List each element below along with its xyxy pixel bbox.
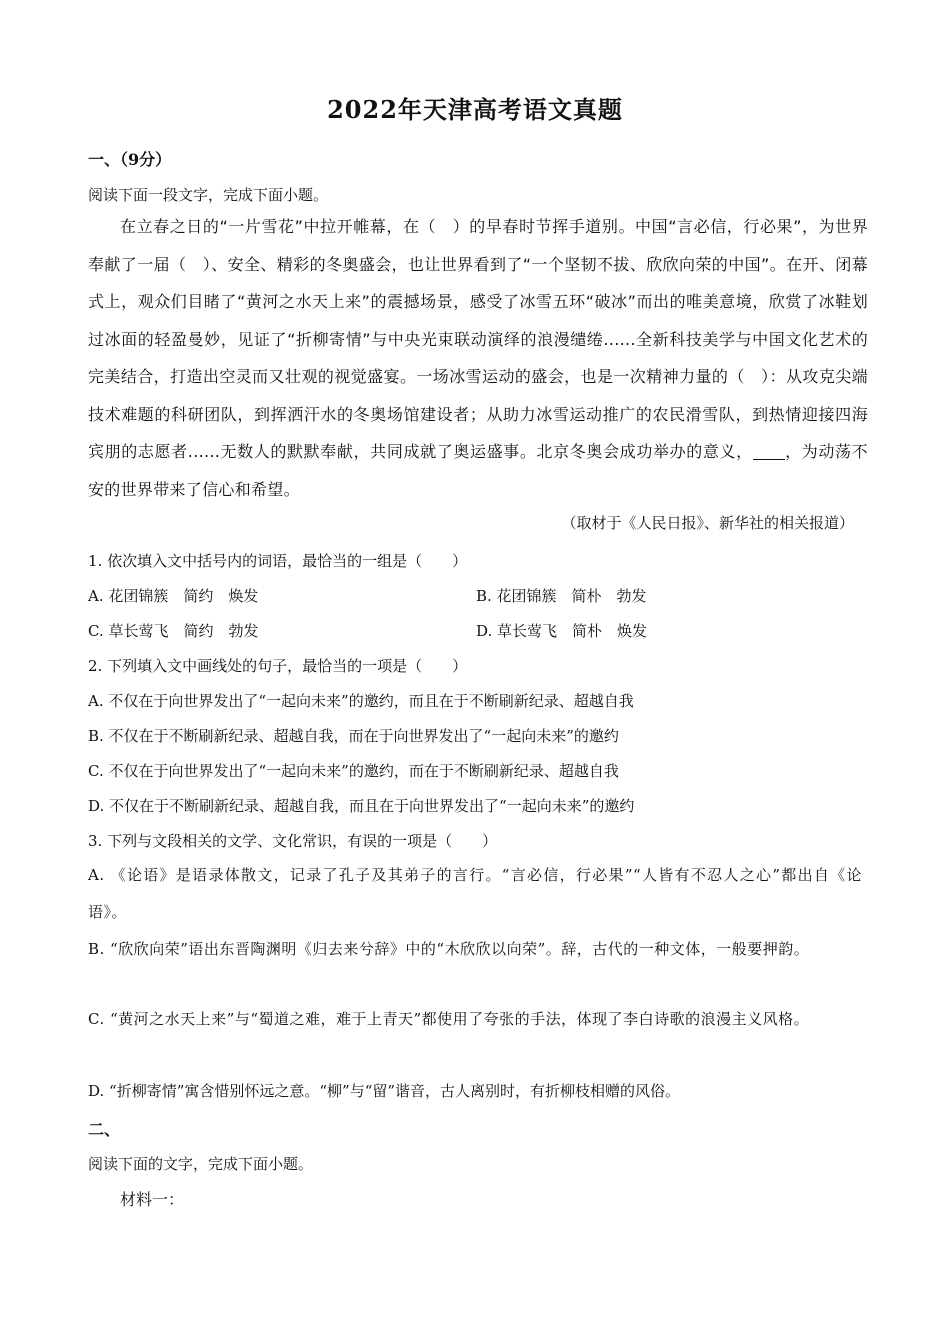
- passage-line-tail: ，为动荡不安的世界带来了信心和希望。: [88, 442, 868, 499]
- question-3-option-d: D. “折柳寄情”寓含惜别怀远之意。“柳”与“留”谐音，古人离别时，有折柳枝相赠的风俗。: [88, 1082, 681, 1100]
- passage-line: 为世界奉献了一届（ ）、安全、精彩的冬奥盛会，也让世界看到了“一个坚韧不拔、欣欣向荣的中国”。: [88, 217, 869, 274]
- question-2-option-c: C. 不仅在于向世界发出了“一起向未来”的邀约，而在于不断刷新纪录、超越自我: [88, 762, 619, 780]
- source-note: （取材于《人民日报》、新华社的相关报道）: [561, 514, 854, 532]
- passage-line: 功举办的意义，: [636, 442, 753, 461]
- passage-line: 境，欣赏了冰鞋划过冰面的轻盈曼妙，见证了“折柳寄情”与中央光束联动演绎的浪漫缱绻......全新科技: [88, 292, 868, 349]
- question-3-stem: 3. 下列与文段相关的文学、文化常识，有误的一项是（ ）: [88, 832, 498, 850]
- section-1-heading: 一、（9分）: [88, 150, 172, 169]
- question-2-option-b: B. 不仅在于不断刷新纪录、超越自我，而在于向世界发出了“一起向未来”的邀约: [88, 727, 619, 745]
- passage-line: 力量的（ ）：从攻克尖端技术难题的科研团队，到挥洒汗水的冬奥场馆建设者；从助力冰雪运动推广的: [88, 367, 868, 424]
- question-1-option-a: A. 花团锦簇 简约 焕发: [88, 587, 259, 605]
- question-3-option-b: B. “欣欣向荣”语出东晋陶渊明《归去来兮辞》中的“木欣欣以向荣”。辞，古代的一种文体，一般要押韵。: [88, 940, 810, 958]
- question-1-stem: 1. 依次填入文中括号内的词语，最恰当的一组是（ ）: [88, 552, 468, 570]
- section-2-instruction: 阅读下面的文字，完成下面小题。: [88, 1155, 314, 1173]
- question-2-option-a: A. 不仅在于向世界发出了“一起向未来”的邀约，而且在于不断刷新纪录、超越自我: [88, 692, 634, 710]
- section-2-heading: 二、: [88, 1120, 121, 1139]
- question-3-option-a: A. 《论语》是语录体散文，记录了孔子及其弟子的言行。“言必信，行必果”“人皆有不忍人之心”都出自《论语》。: [88, 866, 862, 921]
- passage-line: 在立春之日的“一片雪花”中拉开帷幕，在（ ）的早春时节挥手道别。中国“言必信，行必果”，: [120, 217, 819, 236]
- question-1-option-c: C. 草长莺飞 简约 勃发: [88, 622, 259, 640]
- question-1-option-b: B. 花团锦簇 简朴 勃发: [476, 587, 647, 605]
- question-2-option-d: D. 不仅在于不断刷新纪录、超越自我，而且在于向世界发出了“一起向未来”的邀约: [88, 797, 635, 815]
- reading-passage: [88, 208, 868, 508]
- material-label: 材料一：: [120, 1190, 185, 1209]
- page-title: 2022年天津高考语文真题: [327, 95, 623, 124]
- question-3-option-c: C. “黄河之水天上来”与“蜀道之难，难于上青天”都使用了夸张的手法，体现了李白诗歌的浪漫主义风格。: [88, 1010, 810, 1028]
- fill-in-blank: [753, 441, 785, 460]
- passage-line: 农民滑雪队，到热情迎接四海宾朋的志愿者......无数人的默默奉献，共同成就了奥运盛事。北京冬奥会成: [88, 404, 868, 461]
- passage-line: 在开、闭幕式上，观众们目睹了“黄河之水天上来”的震撼场景，感受了冰雪五环“破冰”而出的唯美意: [88, 254, 868, 311]
- question-1-option-d: D. 草长莺飞 简朴 焕发: [476, 622, 648, 640]
- question-2-stem: 2. 下列填入文中画线处的句子，最恰当的一项是（ ）: [88, 657, 468, 675]
- passage-line: 美学与中国文化艺术的完美结合，打造出空灵而又壮观的视觉盛宴。一场冰雪运动的盛会，也是一次精神: [88, 329, 868, 386]
- section-1-instruction: 阅读下面一段文字，完成下面小题。: [88, 186, 329, 204]
